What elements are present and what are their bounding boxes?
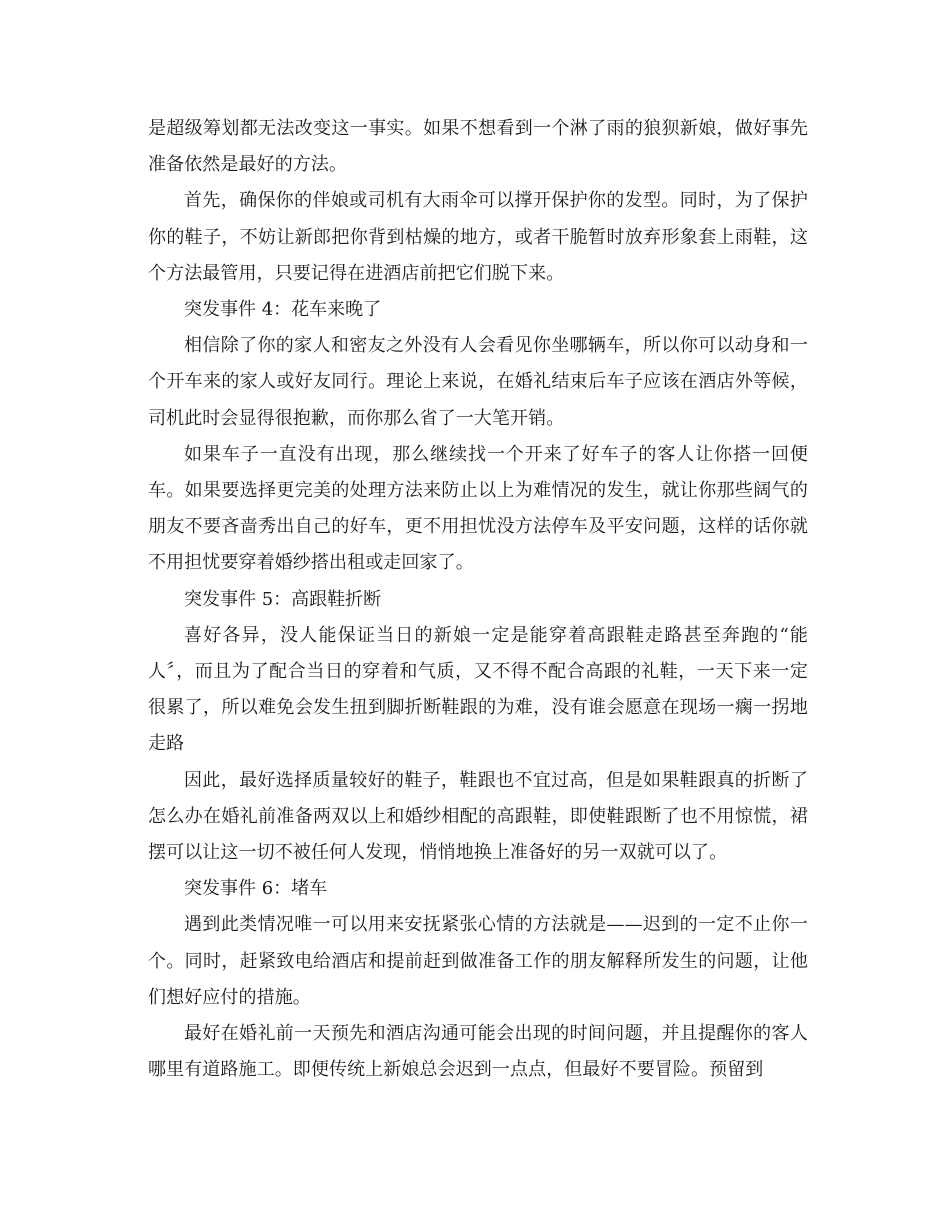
paragraph-rain-advice: 首先，确保你的伴娘或司机有大雨伞可以撑开保护你的发型。同时，为了保护你的鞋子，不妨让新郎把你背到枯燥的地方，或者干脆暂时放弃形象套上雨鞋，这个方法最管用，只要记得在进酒店前把它们脱下来。 [148,190,808,284]
paragraph-rain-intro: 是超级筹划都无法改变这一事实。如果不想看到一个淋了雨的狼狈新娘，做好事先准备依然是最好的方法。 [148,118,808,176]
paragraph-traffic-calm: 遇到此类情况唯一可以用来安抚紧张心情的方法就是——迟到的一定不止你一个。同时，赶紧致电给酒店和提前赶到做准备工作的朋友解释所发生的问题，让他们想好应付的措施。 [148,914,808,1008]
paragraph-heels-risk: 喜好各异，没人能保证当日的新娘一定是能穿着高跟鞋走路甚至奔跑的“能人〞，而且为了配合当日的穿着和气质，又不得不配合高跟的礼鞋，一天下来一定很累了，所以难免会发生扭到脚折断鞋跟的为难，没有谁会愿意在现场一瘸一拐地走路 [148,624,808,755]
paragraph-heels-advice: 因此，最好选择质量较好的鞋子，鞋跟也不宜过高，但是如果鞋跟真的折断了怎么办在婚礼前准备两双以上和婚纱相配的高跟鞋，即使鞋跟断了也不用惊慌，裙摆可以让这一切不被任何人发现，悄悄地换上准备好的另一双就可以了。 [148,769,808,864]
document-body [148,111,808,1088]
paragraph-car-late: 相信除了你的家人和密友之外没有人会看见你坐哪辆车，所以你可以动身和一个开车来的家人或好友同行。理论上来说，在婚礼结束后车子应该在酒店外等候，司机此时会显得很抱歉，而你那么省了一大笔开销。 [148,335,808,429]
section-heading-event-6: 突发事件 6：堵车 [184,878,328,900]
paragraph-traffic-plan: 最好在婚礼前一天预先和酒店沟通可能会出现的时间问题，并且提醒你的客人哪里有道路施工。即便传统上新娘总会迟到一点点，但最好不要冒险。预留到 [148,1023,808,1081]
paragraph-car-missing: 如果车子一直没有出现，那么继续找一个开来了好车子的客人让你搭一回便车。如果要选择更完美的处理方法来防止以上为难情况的发生，就让你那些阔气的朋友不要吝啬秀出自己的好车，更不用担忧没方法停车及平安问题，这样的话你就不用担忧要穿着婚纱搭出租或走回家了。 [148,443,808,574]
section-heading-event-5: 突发事件 5：高跟鞋折断 [184,588,382,610]
section-heading-event-4: 突发事件 4：花车来晚了 [184,299,382,321]
